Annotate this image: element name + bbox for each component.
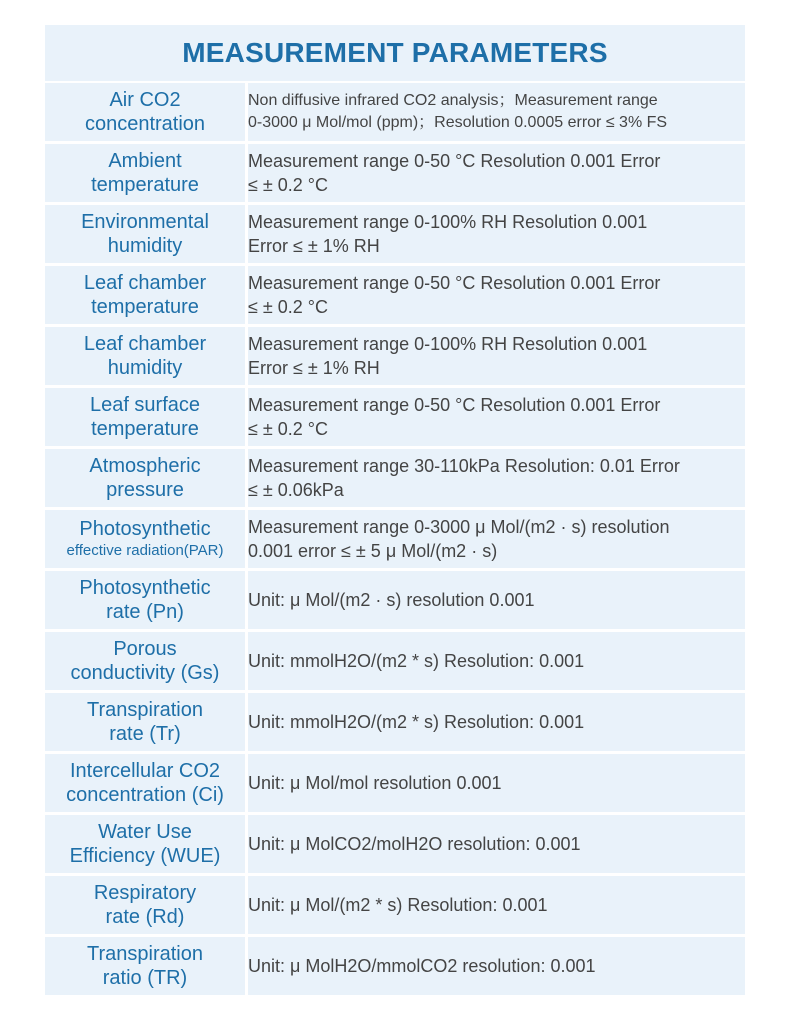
parameter-description-line: Unit: μ Mol/mol resolution 0.001	[248, 773, 502, 793]
parameter-name-line: Efficiency (WUE)	[69, 845, 221, 867]
parameter-name	[45, 510, 248, 568]
parameters-table	[45, 80, 745, 998]
parameter-name-line: temperature	[91, 174, 199, 196]
parameter-name-line: temperature	[91, 418, 199, 440]
parameter-description-line: Unit: μ Mol/(m2 * s) Resolution: 0.001	[248, 895, 548, 915]
table-row	[45, 388, 745, 446]
parameter-name-line: concentration (Ci)	[66, 784, 224, 806]
parameter-name-line: conductivity (Gs)	[70, 662, 220, 684]
parameter-name-line: Water Use	[98, 821, 192, 843]
table-row	[45, 449, 745, 507]
table-row	[45, 937, 745, 995]
table-row	[45, 205, 745, 263]
table-row	[45, 510, 745, 568]
parameter-description-line: 0-3000 μ Mol/mol (ppm)；Resolution 0.0005 error ≤ 3% FS	[248, 114, 668, 131]
parameter-name-line: Respiratory	[93, 882, 197, 904]
table-row	[45, 632, 745, 690]
parameter-name	[45, 327, 248, 385]
parameter-description	[248, 632, 745, 690]
parameter-description-line: Measurement range 0-3000 μ Mol/(m2 · s) resolution	[248, 517, 670, 537]
parameter-name-line: rate (Rd)	[105, 906, 185, 928]
parameter-description-line: Unit: μ Mol/(m2 · s) resolution 0.001	[248, 590, 535, 610]
parameter-description	[248, 449, 745, 507]
parameter-name	[45, 876, 248, 934]
parameter-description-line: Non diffusive infrared CO2 analysis；Measurement range	[248, 92, 658, 109]
parameter-description	[248, 510, 745, 568]
parameter-name-line: Atmospheric	[89, 455, 201, 477]
parameter-description	[248, 144, 745, 202]
parameter-name-line: Ambient	[108, 150, 182, 172]
parameter-name	[45, 266, 248, 324]
parameter-description-line: ≤ ± 0.06kPa	[248, 480, 344, 500]
parameter-name-line: Transpiration	[87, 943, 203, 965]
parameter-description-line: Unit: mmolH2O/(m2 * s) Resolution: 0.001	[248, 651, 585, 671]
parameter-description	[248, 571, 745, 629]
table-row	[45, 144, 745, 202]
parameter-description-line: Measurement range 0-100% RH Resolution 0.001	[248, 334, 648, 354]
parameter-name-line: rate (Tr)	[109, 723, 181, 745]
table-row	[45, 815, 745, 873]
page-title: MEASUREMENT PARAMETERS	[45, 25, 745, 81]
parameter-name	[45, 205, 248, 263]
parameter-name-line: rate (Pn)	[106, 601, 184, 623]
parameter-name-line: humidity	[107, 235, 183, 257]
parameter-name-line: Intercellular CO2	[69, 760, 221, 782]
parameter-name	[45, 693, 248, 751]
parameter-name	[45, 449, 248, 507]
parameter-name-line: Transpiration	[87, 699, 203, 721]
parameter-description	[248, 754, 745, 812]
parameter-description	[248, 693, 745, 751]
parameter-description-line: Measurement range 0-50 °C Resolution 0.001 Error	[248, 395, 661, 415]
parameter-name	[45, 571, 248, 629]
parameter-description-line: Measurement range 0-50 °C Resolution 0.001 Error	[248, 273, 661, 293]
parameter-description	[248, 205, 745, 263]
table-row	[45, 266, 745, 324]
parameter-description	[248, 876, 745, 934]
parameter-description	[248, 815, 745, 873]
parameter-name	[45, 144, 248, 202]
parameter-description-line: Unit: μ MolCO2/molH2O resolution: 0.001	[248, 834, 581, 854]
parameter-name-line: ratio (TR)	[102, 967, 188, 989]
parameter-description	[248, 327, 745, 385]
parameter-description	[248, 937, 745, 995]
parameter-name	[45, 754, 248, 812]
parameter-description-line: Measurement range 0-100% RH Resolution 0.001	[248, 212, 648, 232]
parameter-description-line: ≤ ± 0.2 °C	[248, 175, 328, 195]
parameter-description	[248, 266, 745, 324]
table-row	[45, 693, 745, 751]
parameter-name-line: concentration	[84, 113, 206, 135]
parameter-name-line: Environmental	[81, 211, 209, 233]
parameter-description	[248, 83, 745, 141]
parameter-name-line: Porous	[113, 638, 177, 660]
parameter-description-line: Measurement range 30-110kPa Resolution: 0.01 Error	[248, 456, 680, 476]
parameter-description-line: 0.001 error ≤ ± 5 μ Mol/(m2 · s)	[248, 541, 498, 561]
parameter-name-line: pressure	[106, 479, 184, 501]
parameter-description-line: Error ≤ ± 1% RH	[248, 358, 380, 378]
parameter-name-line: Leaf chamber	[83, 272, 207, 294]
table-row	[45, 876, 745, 934]
parameter-name	[45, 632, 248, 690]
parameter-description-line: Measurement range 0-50 °C Resolution 0.001 Error	[248, 151, 661, 171]
table-row	[45, 327, 745, 385]
parameter-name	[45, 937, 248, 995]
parameter-description-line: ≤ ± 0.2 °C	[248, 419, 328, 439]
parameter-description-line: ≤ ± 0.2 °C	[248, 297, 328, 317]
parameter-name-line: humidity	[107, 357, 183, 379]
parameters-panel	[45, 25, 745, 998]
parameter-name	[45, 388, 248, 446]
table-row	[45, 571, 745, 629]
parameter-name-line: Leaf surface	[89, 394, 201, 416]
table-row	[45, 83, 745, 141]
parameter-description	[248, 388, 745, 446]
parameter-description-line: Unit: mmolH2O/(m2 * s) Resolution: 0.001	[248, 712, 585, 732]
parameter-name-line: temperature	[91, 296, 199, 318]
parameter-description-line: Unit: μ MolH2O/mmolCO2 resolution: 0.001	[248, 956, 596, 976]
parameter-name-line: Air CO2	[109, 89, 181, 111]
parameter-name-line: Photosynthetic	[79, 518, 211, 540]
parameter-name-line: effective radiation(PAR)	[66, 542, 224, 559]
parameter-name	[45, 83, 248, 141]
parameter-description-line: Error ≤ ± 1% RH	[248, 236, 380, 256]
parameter-name-line: Photosynthetic	[79, 577, 211, 599]
parameter-name	[45, 815, 248, 873]
table-row	[45, 754, 745, 812]
parameter-name-line: Leaf chamber	[83, 333, 207, 355]
